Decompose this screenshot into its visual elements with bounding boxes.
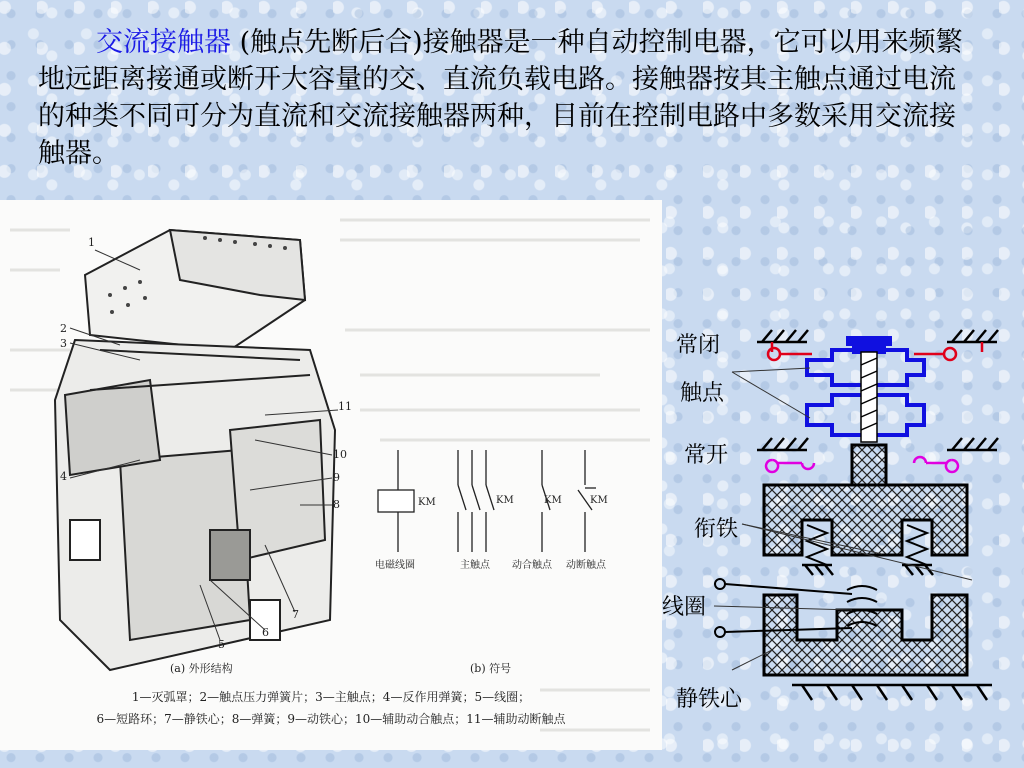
- part-number-8: 8: [333, 498, 340, 511]
- contactor-drawing: [0, 200, 662, 750]
- part-number-9: 9: [333, 471, 340, 484]
- caption-no-contact: 动合触点: [512, 560, 552, 571]
- static-core: [764, 595, 967, 675]
- label-static-core: 静铁心: [676, 687, 743, 712]
- part-number-6: 6: [262, 626, 269, 639]
- part-number-11: 11: [338, 400, 352, 413]
- label-armature: 衔铁: [694, 517, 739, 542]
- contactor-schematic: [662, 310, 1024, 730]
- caption-b: (b) 符号: [470, 662, 512, 675]
- symbol-tag-coil: KM: [418, 497, 436, 508]
- legend-line-2: 6—短路环；7—静铁心；8—弹簧；9—动铁心；10—辅助动合触点；11—辅助动断触点: [96, 712, 566, 726]
- armature: [764, 445, 967, 555]
- caption-nc-contact: 动断触点: [566, 560, 606, 571]
- part-number-10: 10: [333, 448, 347, 461]
- intro-paragraph: [38, 24, 978, 172]
- keyword-contactor: 交流接触器: [96, 27, 231, 58]
- part-number-1: 1: [88, 236, 95, 249]
- paragraph-body: (触点先断后合)接触器是一种自动控制电器，它可以用来频繁地远距离接通或断开大容量的交、直流负载电路。接触器按其主触点通过电流的种类不同可分为直流和交流接触器两种，目前在控制电路中多数采用交流接触器。: [38, 27, 963, 169]
- label-normally-closed: 常闭: [676, 333, 721, 358]
- caption-main-contact: 主触点: [460, 560, 490, 571]
- symbol-tag-main: KM: [496, 495, 514, 506]
- part-number-3: 3: [60, 337, 67, 350]
- symbol-tag-no: KM: [544, 495, 562, 506]
- label-normally-open: 常开: [684, 443, 729, 468]
- label-coil: 线圈: [662, 595, 707, 620]
- contactor-structure-figure: [0, 200, 662, 750]
- legend-line-1: 1—灭弧罩；2—触点压力弹簧片；3—主触点；4—反作用弹簧；5—线圈；: [131, 690, 531, 704]
- part-number-4: 4: [60, 470, 67, 483]
- symbol-tags: [418, 495, 608, 508]
- caption-a: (a) 外形结构: [170, 662, 233, 675]
- contactor-symbols: [378, 450, 596, 552]
- part-number-5: 5: [218, 638, 225, 651]
- symbol-captions: [375, 558, 607, 571]
- part-number-2: 2: [60, 322, 67, 335]
- contactor-body: [55, 230, 335, 670]
- symbol-tag-nc: KM: [590, 495, 608, 506]
- label-contact: 触点: [680, 381, 725, 406]
- spring-rod: [861, 352, 877, 442]
- caption-coil: 电磁线圈: [375, 560, 415, 571]
- part-number-7: 7: [292, 608, 299, 621]
